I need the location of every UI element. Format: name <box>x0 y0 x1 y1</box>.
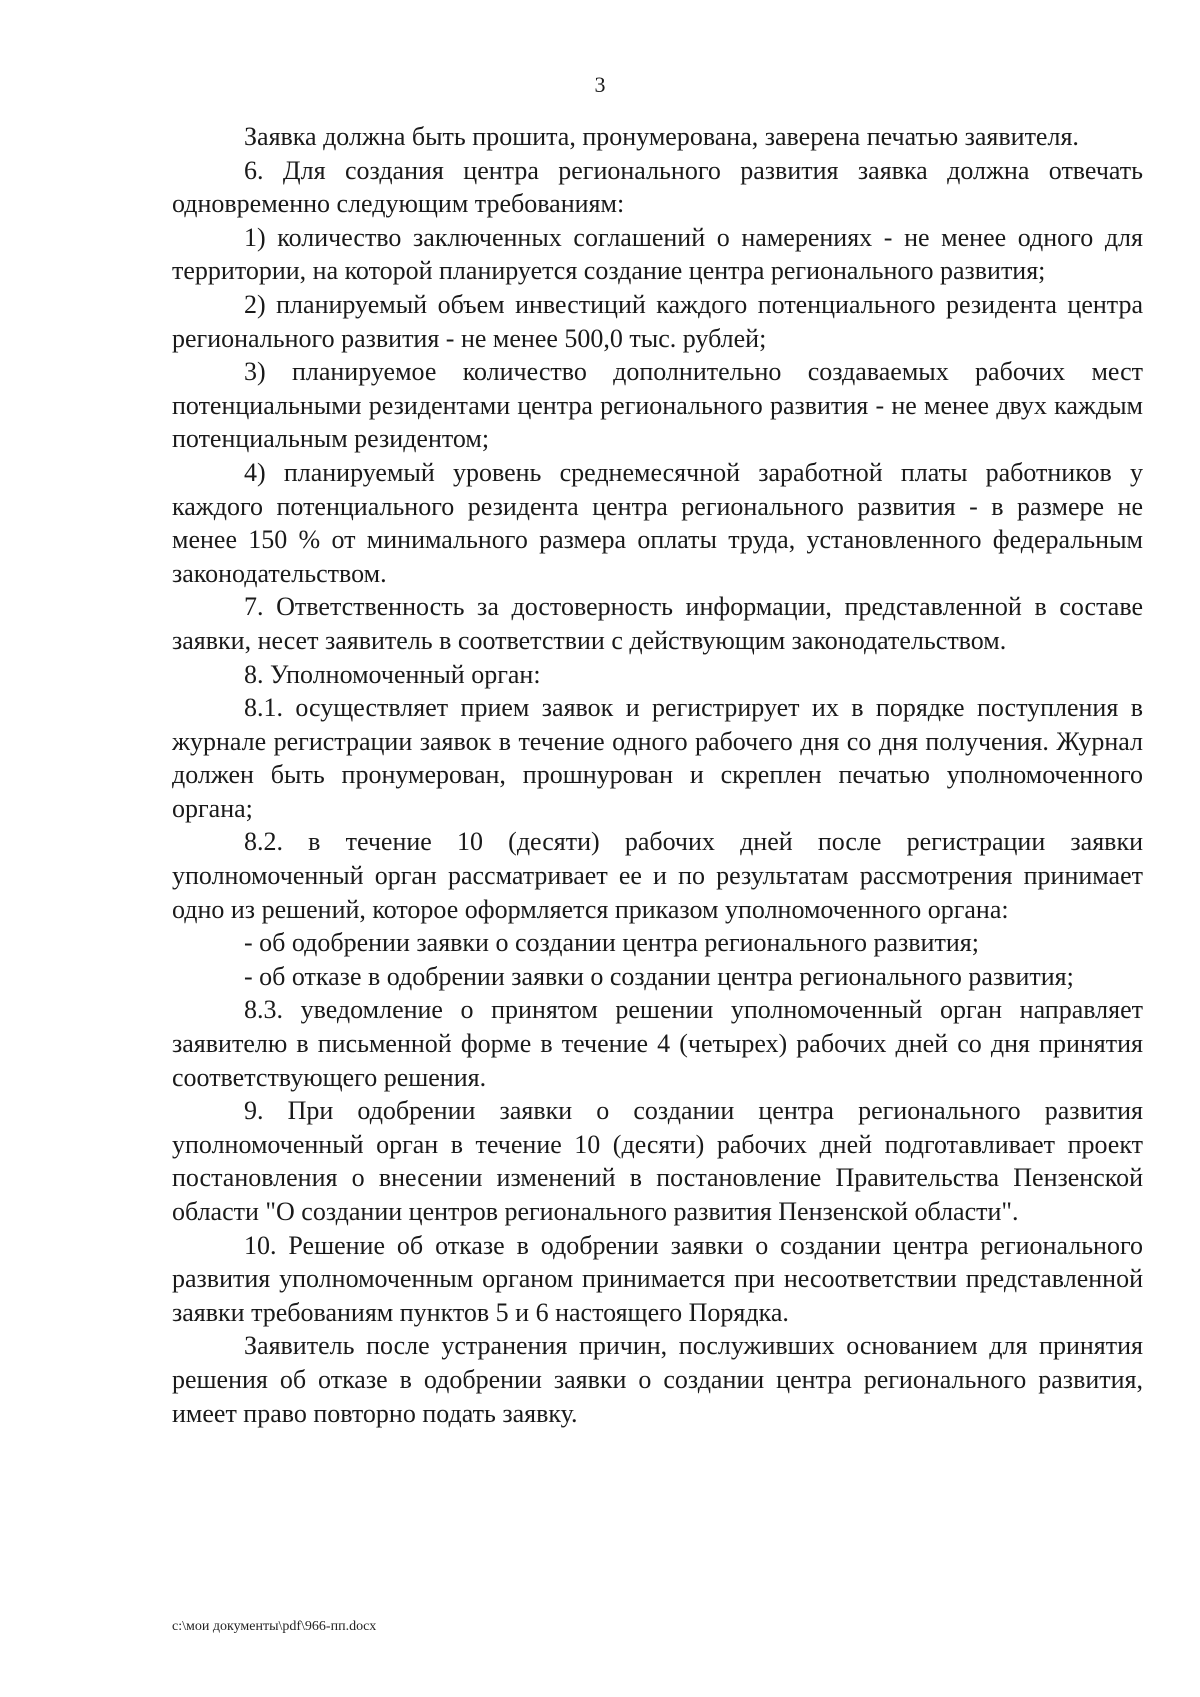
paragraph-item-8: 8. Уполномоченный орган: <box>244 659 541 689</box>
paragraph-item-9: 9. При одобрении заявки о создании центра регионального развития уполномоченный орган в течение 10 (десяти) рабочих дней подготавливает проект постановления о внесении изменений в постановление Правительства Пензенской области "О создании центров регионального развития Пензенской области". <box>172 1096 1143 1226</box>
paragraph-item-6-2: 2) планируемый объем инвестиций каждого потенциального резидента центра регионального развития - не менее 500,0 тыс. рублей; <box>172 289 1143 353</box>
paragraph-item-10: 10. Решение об отказе в одобрении заявки о создании центра регионального развития уполномоченным органом принимается при несоответствии представленной заявки требованиям пунктов 5 и 6 настоящего Порядка. <box>172 1230 1143 1327</box>
document-body <box>172 120 1143 1430</box>
paragraph-item-6-4: 4) планируемый уровень среднемесячной заработной платы работников у каждого потенциального резидента центра регионального развития - в размере не менее 150 % от минимального размера оплаты труда, установленного федеральным законодательством. <box>172 457 1143 588</box>
footer-file-path: c:\мои документы\pdf\966-пп.docx <box>172 1619 377 1634</box>
page-number: 3 <box>594 72 606 97</box>
paragraph-item-8-1: 8.1. осуществляет прием заявок и регистрирует их в порядке поступления в журнале регистрации заявок в течение одного рабочего дня со дня получения. Журнал должен быть пронумерован, прошнурован и скреплен печатью уполномоченного органа; <box>172 693 1143 823</box>
paragraph-approval-option: - об одобрении заявки о создании центра регионального развития; <box>244 928 979 958</box>
paragraph-item-6: 6. Для создания центра регионального развития заявка должна отвечать одновременно следующим требованиям: <box>172 155 1143 219</box>
paragraph-application-requirements: Заявка должна быть прошита, пронумерована, заверена печатью заявителя. <box>244 122 1079 151</box>
paragraph-item-8-3: 8.3. уведомление о принятом решении уполномоченный орган направляет заявителю в письменной форме в течение 4 (четырех) рабочих дней со дня принятия соответствующего решения. <box>172 995 1143 1092</box>
paragraph-item-8-2: 8.2. в течение 10 (десяти) рабочих дней после регистрации заявки уполномоченный орган рассматривает ее и по результатам рассмотрения принимает одно из решений, которое оформляется приказом уполномоченного органа: <box>172 827 1143 924</box>
paragraph-item-7: 7. Ответственность за достоверность информации, представленной в составе заявки, несет заявитель в соответствии с действующим законодательством. <box>172 592 1143 655</box>
paragraph-item-6-3: 3) планируемое количество дополнительно создаваемых рабочих мест потенциальными резидентами центра регионального развития - не менее двух каждым потенциальным резидентом; <box>172 357 1143 454</box>
paragraph-item-6-1: 1) количество заключенных соглашений о намерениях - не менее одного для территории, на которой планируется создание центра регионального развития; <box>172 222 1143 286</box>
paragraph-resubmission: Заявитель после устранения причин, послуживших основанием для принятия решения об отказе в одобрении заявки о создании центра регионального развития, имеет право повторно подать заявку. <box>172 1331 1143 1428</box>
paragraph-refusal-option: - об отказе в одобрении заявки о создании центра регионального развития; <box>244 961 1074 991</box>
